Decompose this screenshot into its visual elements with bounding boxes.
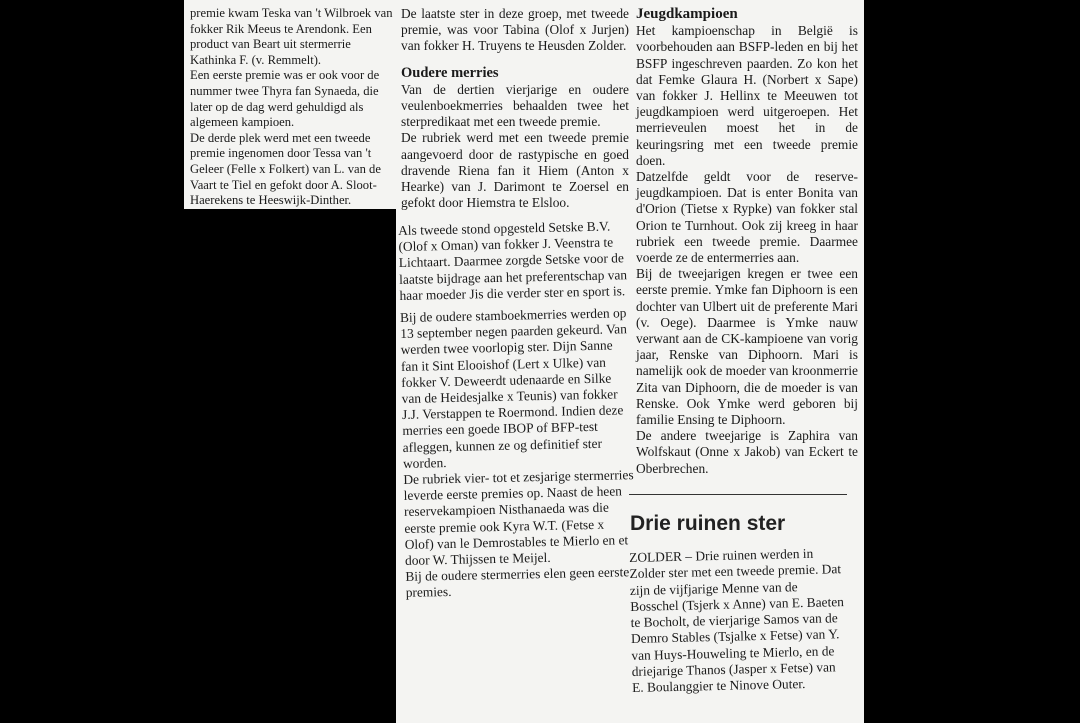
paragraph: Bij de oudere stermerries elen geen eerste premies. xyxy=(405,564,630,601)
intro-paragraph: De laatste ster in deze groep, met tweede premie, was voor Tabina (Olof x Jurjen) van fokker H. Truyens te Heusden Zolder. xyxy=(401,6,629,54)
paragraph: Bij de tweejarigen kregen er twee een eerste premie. Ymke fan Diphoorn is een dochter van Ulbert uit de preferente Mari (v. Oege). Daarmee is Ymke nauw verwant aan de CK-kampioene van vorig jaar, Renske van Diphoorn. Mari is namelijk ook de moeder van kroonmerrie Zita van Diphoorn, die de moeder is van Renske. Ook Ymke werd geboren bij familie Ensing te Diphoorn. xyxy=(636,266,858,428)
article-headline: Drie ruinen ster xyxy=(630,512,786,535)
article-body xyxy=(629,545,846,696)
column-left xyxy=(190,6,396,209)
paragraph: Van de dertien vierjarige en oudere veulenboekmerries behaalden twee het sterpredikaat met een tweede premie. xyxy=(401,81,629,130)
paragraph: De derde plek werd met een tweede premie ingenomen door Tessa van 't Geleer (Felle x Folkert) van L. van de Vaart te Tiel en gefokt door A. Sloot-Haerekens te Heeswijk-Dinther. xyxy=(190,130,381,208)
paragraph: Het kampioenschap in België is voorbehouden aan BSFP-leden en bij het BSFP ingeschreven paarden. Zo kon het dat Femke Glaura H. (Norbert x Sape) van fokker J. Hellinx te Meeuwen tot jeugdkampioen werd uitgeroepen. Het merrieveulen moest het in de keuringsring met een tweede premie doen. xyxy=(636,23,858,168)
paragraph: De andere tweejarige is Zaphira van Wolfskaut (Onne x Jakob) van Eckert te Oberbrechen. xyxy=(636,428,858,476)
section-heading: Oudere merries xyxy=(401,64,499,81)
paragraph: Een eerste premie was er ook voor de nummer twee Thyra fan Synaeda, die later op de dag werd gehuldigd als algemeen kampioen. xyxy=(190,68,380,130)
column-right xyxy=(636,6,858,477)
column-middle-lower xyxy=(398,218,638,601)
paragraph: premie kwam Teska van 't Wilbroek van fokker Rik Meeus te Arendonk. Een product van Beart uit stermerrie Kathinka F. (v. Remmelt). xyxy=(190,6,393,67)
paragraph: ZOLDER – Drie ruinen werden in Zolder ster met een tweede premie. Dat zijn de vijfjarige Menne van de Bosschel (Tsjerk x Anne) van E. Baeten te Bocholt, de vierjarige Samos van de Demro Stables (Tsjalke x Fetse) van Y. van Huys-Houweling te Mierlo, en de driejarige Thanos (Jasper x Fetse) van E. Boulanggier te Ninove Outer. xyxy=(629,545,845,696)
paragraph: Bij de oudere stamboekmerries werden op 13 september negen paarden gekeurd. Van werden twee voorlopig ster. Dijn Sanne fan it Sint Elooishof (Lert x Ulke) van fokker V. Deweerdt udenaarde en Silke van de Heidesjalke x Teunis) van fokker J.J. Verstappen te Roermond. Indien deze merries een goede IBOP of BFP-test afleggen, kunnen ze og definitief ster worden. xyxy=(399,305,627,471)
paragraph: De rubriek vier- tot et zesjarige stermerries leverde eerste premies op. Naast de heen reservekampioen Nisthanaeda was die eerste premie ook Kyra W.T. (Fetse x Olof) van le Demrostables te Mierlo en et door W. Thijssen te Meijel. xyxy=(403,467,634,568)
section-heading: Jeugdkampioen xyxy=(636,6,738,22)
paragraph: De rubriek werd met een tweede premie aangevoerd door de rastypische en goed dravende Riena fan it Hiem (Anton x Hearke) van J. Darimont te Zoersel en gefokt door Hiemstra te Elsloo. xyxy=(401,130,629,211)
paragraph: Als tweede stond opgesteld Setske B.V. (Olof x Oman) van fokker J. Veenstra te Lichtaart. Daarmee zorgde Setske voor de laatste bijdrage aan het preferentschap van haar moeder Jis die verder ster en sport is. xyxy=(398,218,628,303)
article-divider xyxy=(629,494,847,495)
column-middle xyxy=(401,6,629,211)
paragraph: Datzelfde geldt voor de reserve-jeugdkampioen. Dat is enter Bonita van d'Orion (Tietse x Rypke) van fokker stal Orion te Turnhout. Ook zij kreeg in haar rubriek een tweede premie. Daarmee voerde ze de entermerries aan. xyxy=(636,169,858,266)
